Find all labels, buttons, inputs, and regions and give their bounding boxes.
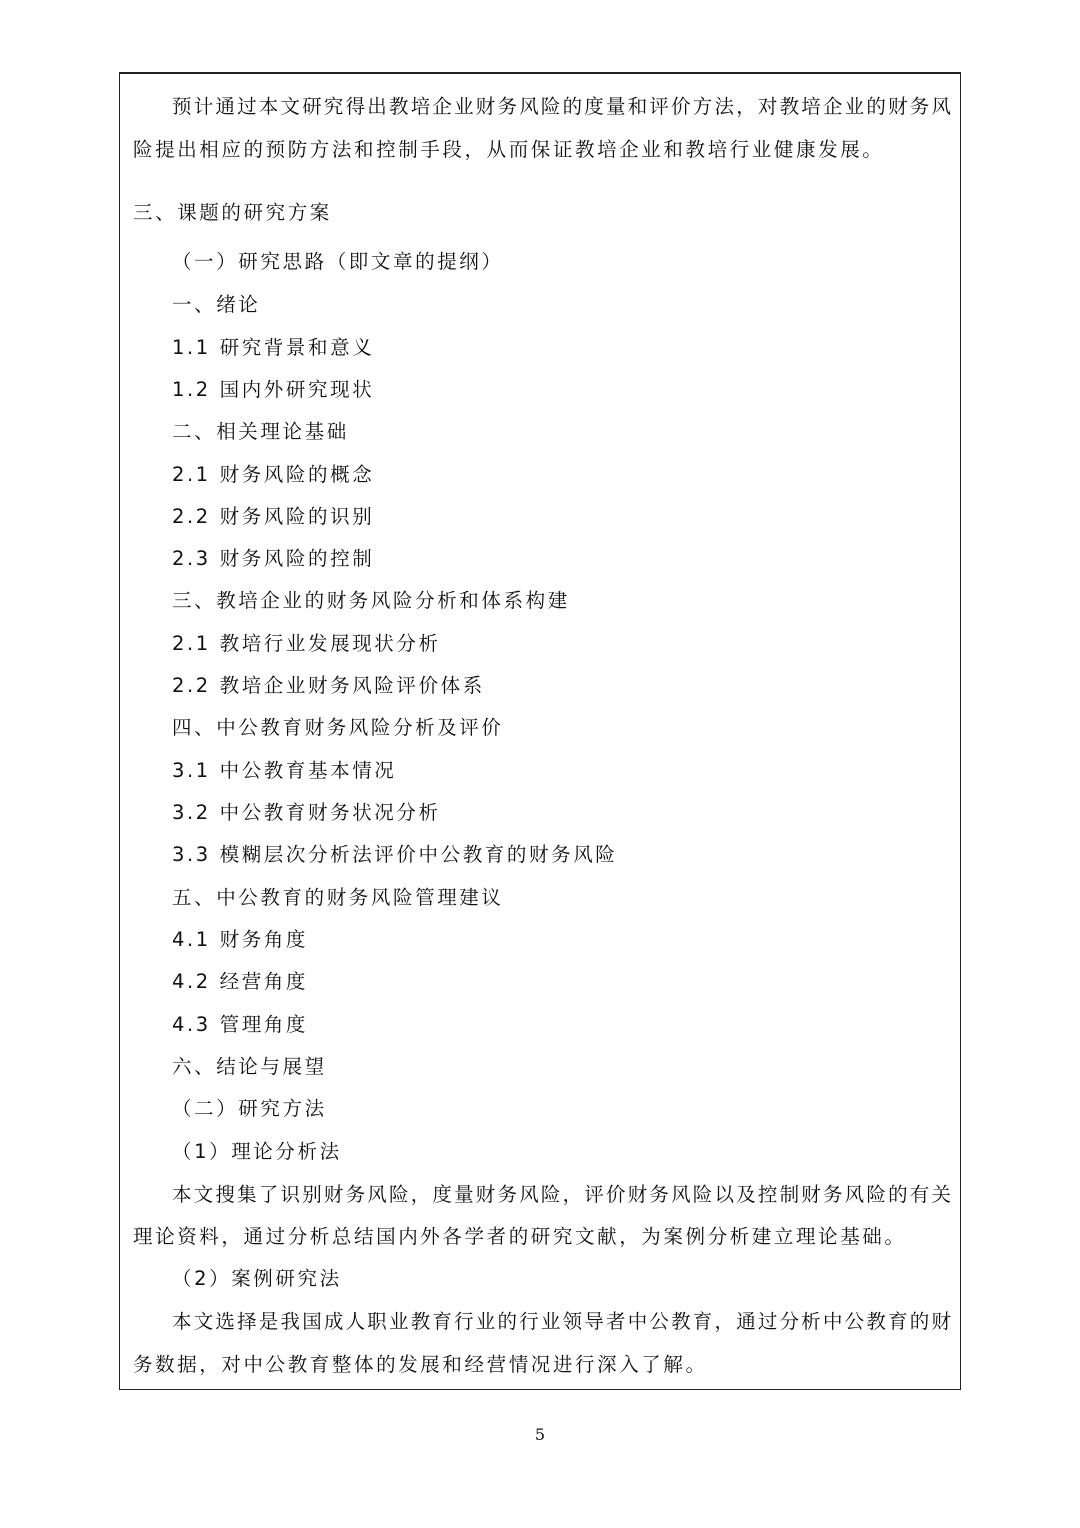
- intro-paragraph-line-2: 险提出相应的预防方法和控制手段，从而保证教培企业和教培行业健康发展。: [133, 138, 885, 161]
- outline-item: 4.3 管理角度: [172, 1013, 309, 1036]
- outline-item: 六、结论与展望: [172, 1055, 327, 1078]
- methods-heading: （二）研究方法: [172, 1097, 327, 1120]
- outline-item: 五、中公教育的财务风险管理建议: [172, 886, 504, 909]
- method-1-title: （1）理论分析法: [172, 1140, 342, 1163]
- outline-item: 1.1 研究背景和意义: [172, 336, 375, 359]
- intro-paragraph-line-1: 预计通过本文研究得出教培企业财务风险的度量和评价方法，对教培企业的财务风: [172, 95, 951, 118]
- method-2-paragraph-line-2: 务数据，对中公教育整体的发展和经营情况进行深入了解。: [133, 1353, 708, 1376]
- outline-item: 1.2 国内外研究现状: [172, 378, 375, 401]
- method-1-paragraph-line-2: 理论资料，通过分析总结国内外各学者的研究文献，为案例分析建立理论基础。: [133, 1225, 907, 1248]
- outline-item: 三、教培企业的财务风险分析和体系构建: [172, 589, 570, 612]
- outline-item: 2.2 财务风险的识别: [172, 505, 375, 528]
- outline-item: 4.2 经营角度: [172, 970, 309, 993]
- outline-item: 2.2 教培企业财务风险评价体系: [172, 674, 485, 697]
- outline-item: 一、绪论: [172, 293, 261, 316]
- outline-item: 2.1 财务风险的概念: [172, 463, 375, 486]
- outline-item: 3.2 中公教育财务状况分析: [172, 801, 441, 824]
- section-heading: 三、课题的研究方案: [133, 201, 332, 224]
- page-number: 5: [534, 1425, 546, 1444]
- outline-item: 四、中公教育财务风险分析及评价: [172, 716, 504, 739]
- outline-item: 二、相关理论基础: [172, 420, 349, 443]
- outline-item: 2.1 教培行业发展现状分析: [172, 632, 441, 655]
- outline-item: 3.1 中公教育基本情况: [172, 759, 397, 782]
- outline-item: 2.3 财务风险的控制: [172, 547, 375, 570]
- outline-item: 3.3 模糊层次分析法评价中公教育的财务风险: [172, 843, 618, 866]
- outline-item: 4.1 财务角度: [172, 928, 309, 951]
- outline-heading: （一）研究思路（即文章的提纲）: [172, 250, 504, 273]
- method-2-title: （2）案例研究法: [172, 1267, 342, 1290]
- method-2-paragraph-line-1: 本文选择是我国成人职业教育行业的行业领导者中公教育，通过分析中公教育的财: [172, 1310, 951, 1333]
- method-1-paragraph-line-1: 本文搜集了识别财务风险，度量财务风险，评价财务风险以及控制财务风险的有关: [172, 1183, 951, 1206]
